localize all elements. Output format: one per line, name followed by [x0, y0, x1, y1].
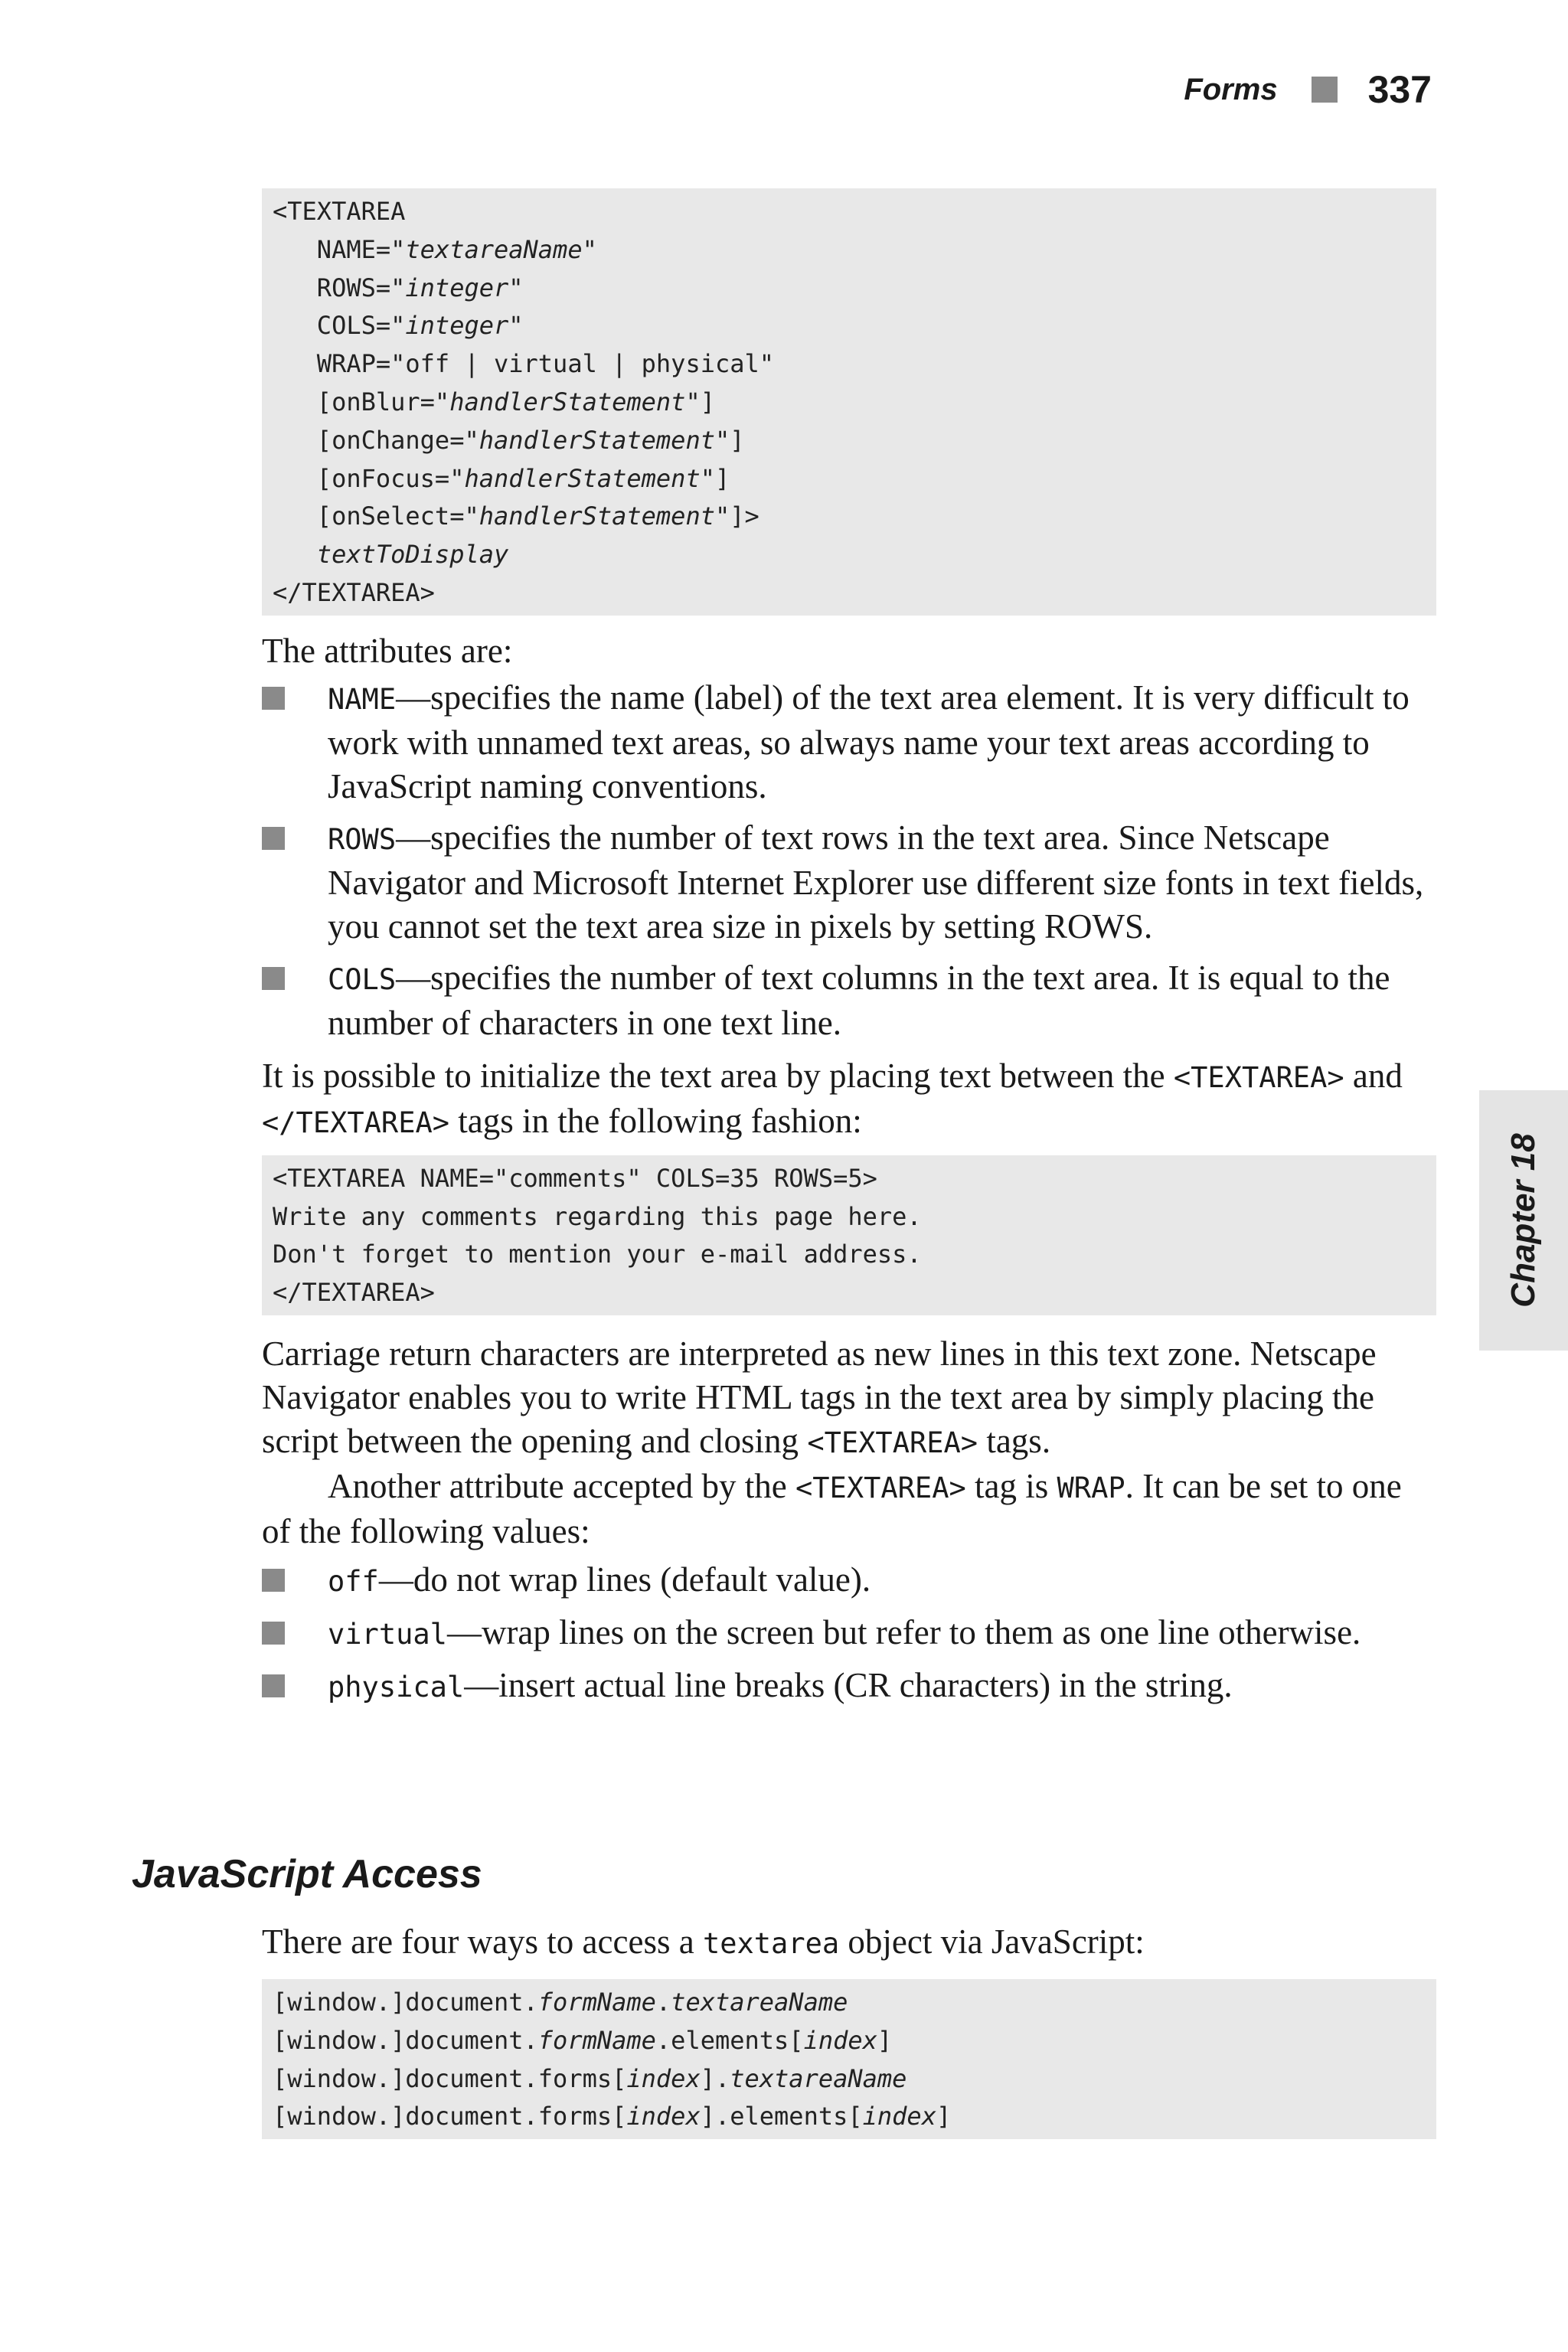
page-content — [262, 188, 1436, 1717]
code-text: </TEXTAREA> — [273, 577, 435, 607]
code-placeholder: textToDisplay — [316, 540, 509, 570]
attribute-description: —specifies the number of text columns in the text area. It is equal to the number of characters in one text line. — [328, 958, 1390, 1042]
code-text: [window.]document.forms[ — [273, 2102, 627, 2132]
list-item — [262, 956, 1436, 1045]
code-placeholder: formName — [537, 1988, 656, 2017]
bullet-square-icon — [262, 967, 285, 990]
code-line — [273, 2098, 1426, 2136]
code-text: ]. — [700, 2063, 730, 2093]
text-run: Carriage return characters are interpreted as new lines in this text zone. Netscape Navigator enables you to write HTML tags in the text area by simply placing the script between the opening and closing — [262, 1334, 1377, 1460]
code-placeholder: handlerStatement — [464, 463, 701, 493]
chapter-tab — [1479, 1090, 1568, 1351]
code-placeholder: handlerStatement — [479, 501, 715, 531]
text-run: tags. — [978, 1421, 1051, 1460]
code-text: ] — [877, 2025, 893, 2055]
code-text: [window.]document. — [273, 2025, 538, 2055]
chapter-tab-label: Chapter 18 — [1504, 1133, 1542, 1308]
bullet-square-icon — [262, 827, 285, 850]
code-line — [273, 536, 1426, 574]
list-item — [262, 676, 1436, 808]
attribute-code: ROWS — [328, 822, 397, 856]
code-text: [onBlur=" — [273, 387, 450, 416]
code-placeholder: index — [626, 2102, 701, 2132]
attributes-list — [262, 676, 1436, 1045]
code-text: ].elements[ — [700, 2102, 863, 2132]
code-text: "] — [700, 463, 730, 493]
text-run: object via JavaScript: — [839, 1922, 1145, 1961]
code-text: COLS=" — [273, 311, 406, 341]
code-line — [273, 1984, 1426, 2022]
code-text: [window.]document. — [273, 1988, 538, 2017]
code-text: [onSelect=" — [273, 501, 479, 531]
text-run: tags in the following fashion: — [449, 1101, 862, 1140]
inline-code: WRAP — [1057, 1471, 1125, 1504]
code-placeholder: index — [862, 2102, 936, 2132]
code-text: [onChange=" — [273, 425, 479, 455]
wrap-value-description: —wrap lines on the screen but refer to them as one line otherwise. — [446, 1612, 1361, 1651]
text-run: Another attribute accepted by the — [328, 1466, 795, 1505]
code-line — [273, 2022, 1426, 2060]
header-square-icon — [1312, 77, 1338, 103]
code-line — [273, 422, 1426, 460]
code-text: "]> — [714, 501, 760, 531]
code-text: " — [508, 311, 524, 341]
text-run: There are four ways to access a — [262, 1922, 703, 1961]
attributes-intro: The attributes are: — [262, 631, 513, 670]
inline-code: <TEXTAREA> — [807, 1426, 978, 1459]
inline-code: textarea — [702, 1927, 840, 1960]
code-text: "] — [685, 387, 715, 416]
code-line — [273, 2060, 1426, 2099]
code-line — [273, 384, 1426, 422]
textarea-syntax-code-block — [262, 188, 1436, 616]
init-paragraph — [262, 1054, 1436, 1145]
code-text: "] — [714, 425, 745, 455]
wrap-value-code: virtual — [328, 1617, 447, 1651]
code-placeholder: index — [803, 2025, 877, 2055]
running-header — [1184, 67, 1432, 112]
code-text: ROWS=" — [273, 273, 406, 302]
code-line — [273, 498, 1426, 536]
code-text: NAME=" — [273, 234, 406, 264]
code-placeholder: index — [626, 2063, 701, 2093]
bullet-square-icon — [262, 687, 285, 710]
code-line — [273, 307, 1426, 345]
bullet-square-icon — [262, 1569, 285, 1592]
access-content — [262, 1920, 1436, 2139]
text-run: and — [1344, 1056, 1403, 1095]
access-paragraph — [262, 1920, 1436, 1965]
bullet-square-icon — [262, 1622, 285, 1645]
code-line — [273, 574, 1426, 612]
code-placeholder: textareaName — [405, 234, 583, 264]
header-section-title: Forms — [1184, 72, 1278, 106]
code-placeholder: textareaName — [730, 2063, 907, 2093]
code-text: .elements[ — [655, 2025, 804, 2055]
bullet-square-icon — [262, 1674, 285, 1697]
code-text — [273, 540, 317, 569]
code-placeholder: handlerStatement — [449, 387, 686, 416]
code-text: WRAP="off | virtual | physical" — [273, 349, 775, 379]
list-item — [262, 1611, 1436, 1656]
code-placeholder: textareaName — [671, 1988, 848, 2017]
javascript-access-code-block — [262, 1979, 1436, 2139]
code-line — [273, 345, 1426, 384]
wrap-paragraph — [262, 1465, 1436, 1553]
text-run: . It can be set to one of the following values: — [262, 1466, 1402, 1550]
wrap-value-description: —insert actual line breaks (CR characters) in the string. — [464, 1665, 1233, 1704]
code-line — [273, 270, 1426, 308]
text-run: tag is — [965, 1466, 1057, 1505]
wrap-value-description: —do not wrap lines (default value). — [378, 1560, 871, 1599]
code-text: " — [582, 234, 597, 264]
code-text: . — [655, 1988, 671, 2017]
carriage-paragraph — [262, 1332, 1436, 1465]
inline-code: </TEXTAREA> — [262, 1106, 450, 1139]
list-item — [262, 1558, 1436, 1603]
code-text: [window.]document.forms[ — [273, 2063, 627, 2093]
code-text: ] — [936, 2102, 952, 2132]
attribute-description: —specifies the name (label) of the text area element. It is very difficult to work with unnamed text areas, so always name your text areas according to JavaScript naming conventions. — [328, 678, 1410, 805]
list-item — [262, 816, 1436, 949]
code-placeholder: formName — [537, 2025, 656, 2055]
section-heading: JavaScript Access — [132, 1852, 482, 1896]
code-text: <TEXTAREA — [273, 197, 406, 226]
code-placeholder: integer — [405, 273, 509, 302]
inline-code: <TEXTAREA> — [795, 1471, 966, 1504]
code-text: [onFocus=" — [273, 463, 465, 493]
code-text: " — [508, 273, 524, 302]
inline-code: <TEXTAREA> — [1173, 1060, 1344, 1094]
textarea-example-code-block: <TEXTAREA NAME="comments" COLS=35 ROWS=5> Write any comments regarding this page here. Don't forget to mention your e-mail address. </TEXTAREA> — [262, 1155, 1436, 1315]
wrap-value-code: physical — [328, 1670, 465, 1704]
code-line — [273, 460, 1426, 498]
code-placeholder: handlerStatement — [479, 425, 715, 455]
attribute-code: COLS — [328, 962, 397, 996]
text-run: It is possible to initialize the text area by placing text between the — [262, 1056, 1174, 1095]
code-line — [273, 193, 1426, 231]
attribute-code: NAME — [328, 682, 397, 716]
code-line — [273, 231, 1426, 270]
wrap-value-code: off — [328, 1564, 379, 1598]
wrap-values-list — [262, 1558, 1436, 1709]
attribute-description: —specifies the number of text rows in the text area. Since Netscape Navigator and Microsoft Internet Explorer use different size fonts in text fields, you cannot set the text area size in pixels by setting ROWS. — [328, 818, 1424, 946]
code-placeholder: integer — [405, 311, 509, 341]
page-number: 337 — [1367, 68, 1432, 111]
list-item — [262, 1664, 1436, 1709]
